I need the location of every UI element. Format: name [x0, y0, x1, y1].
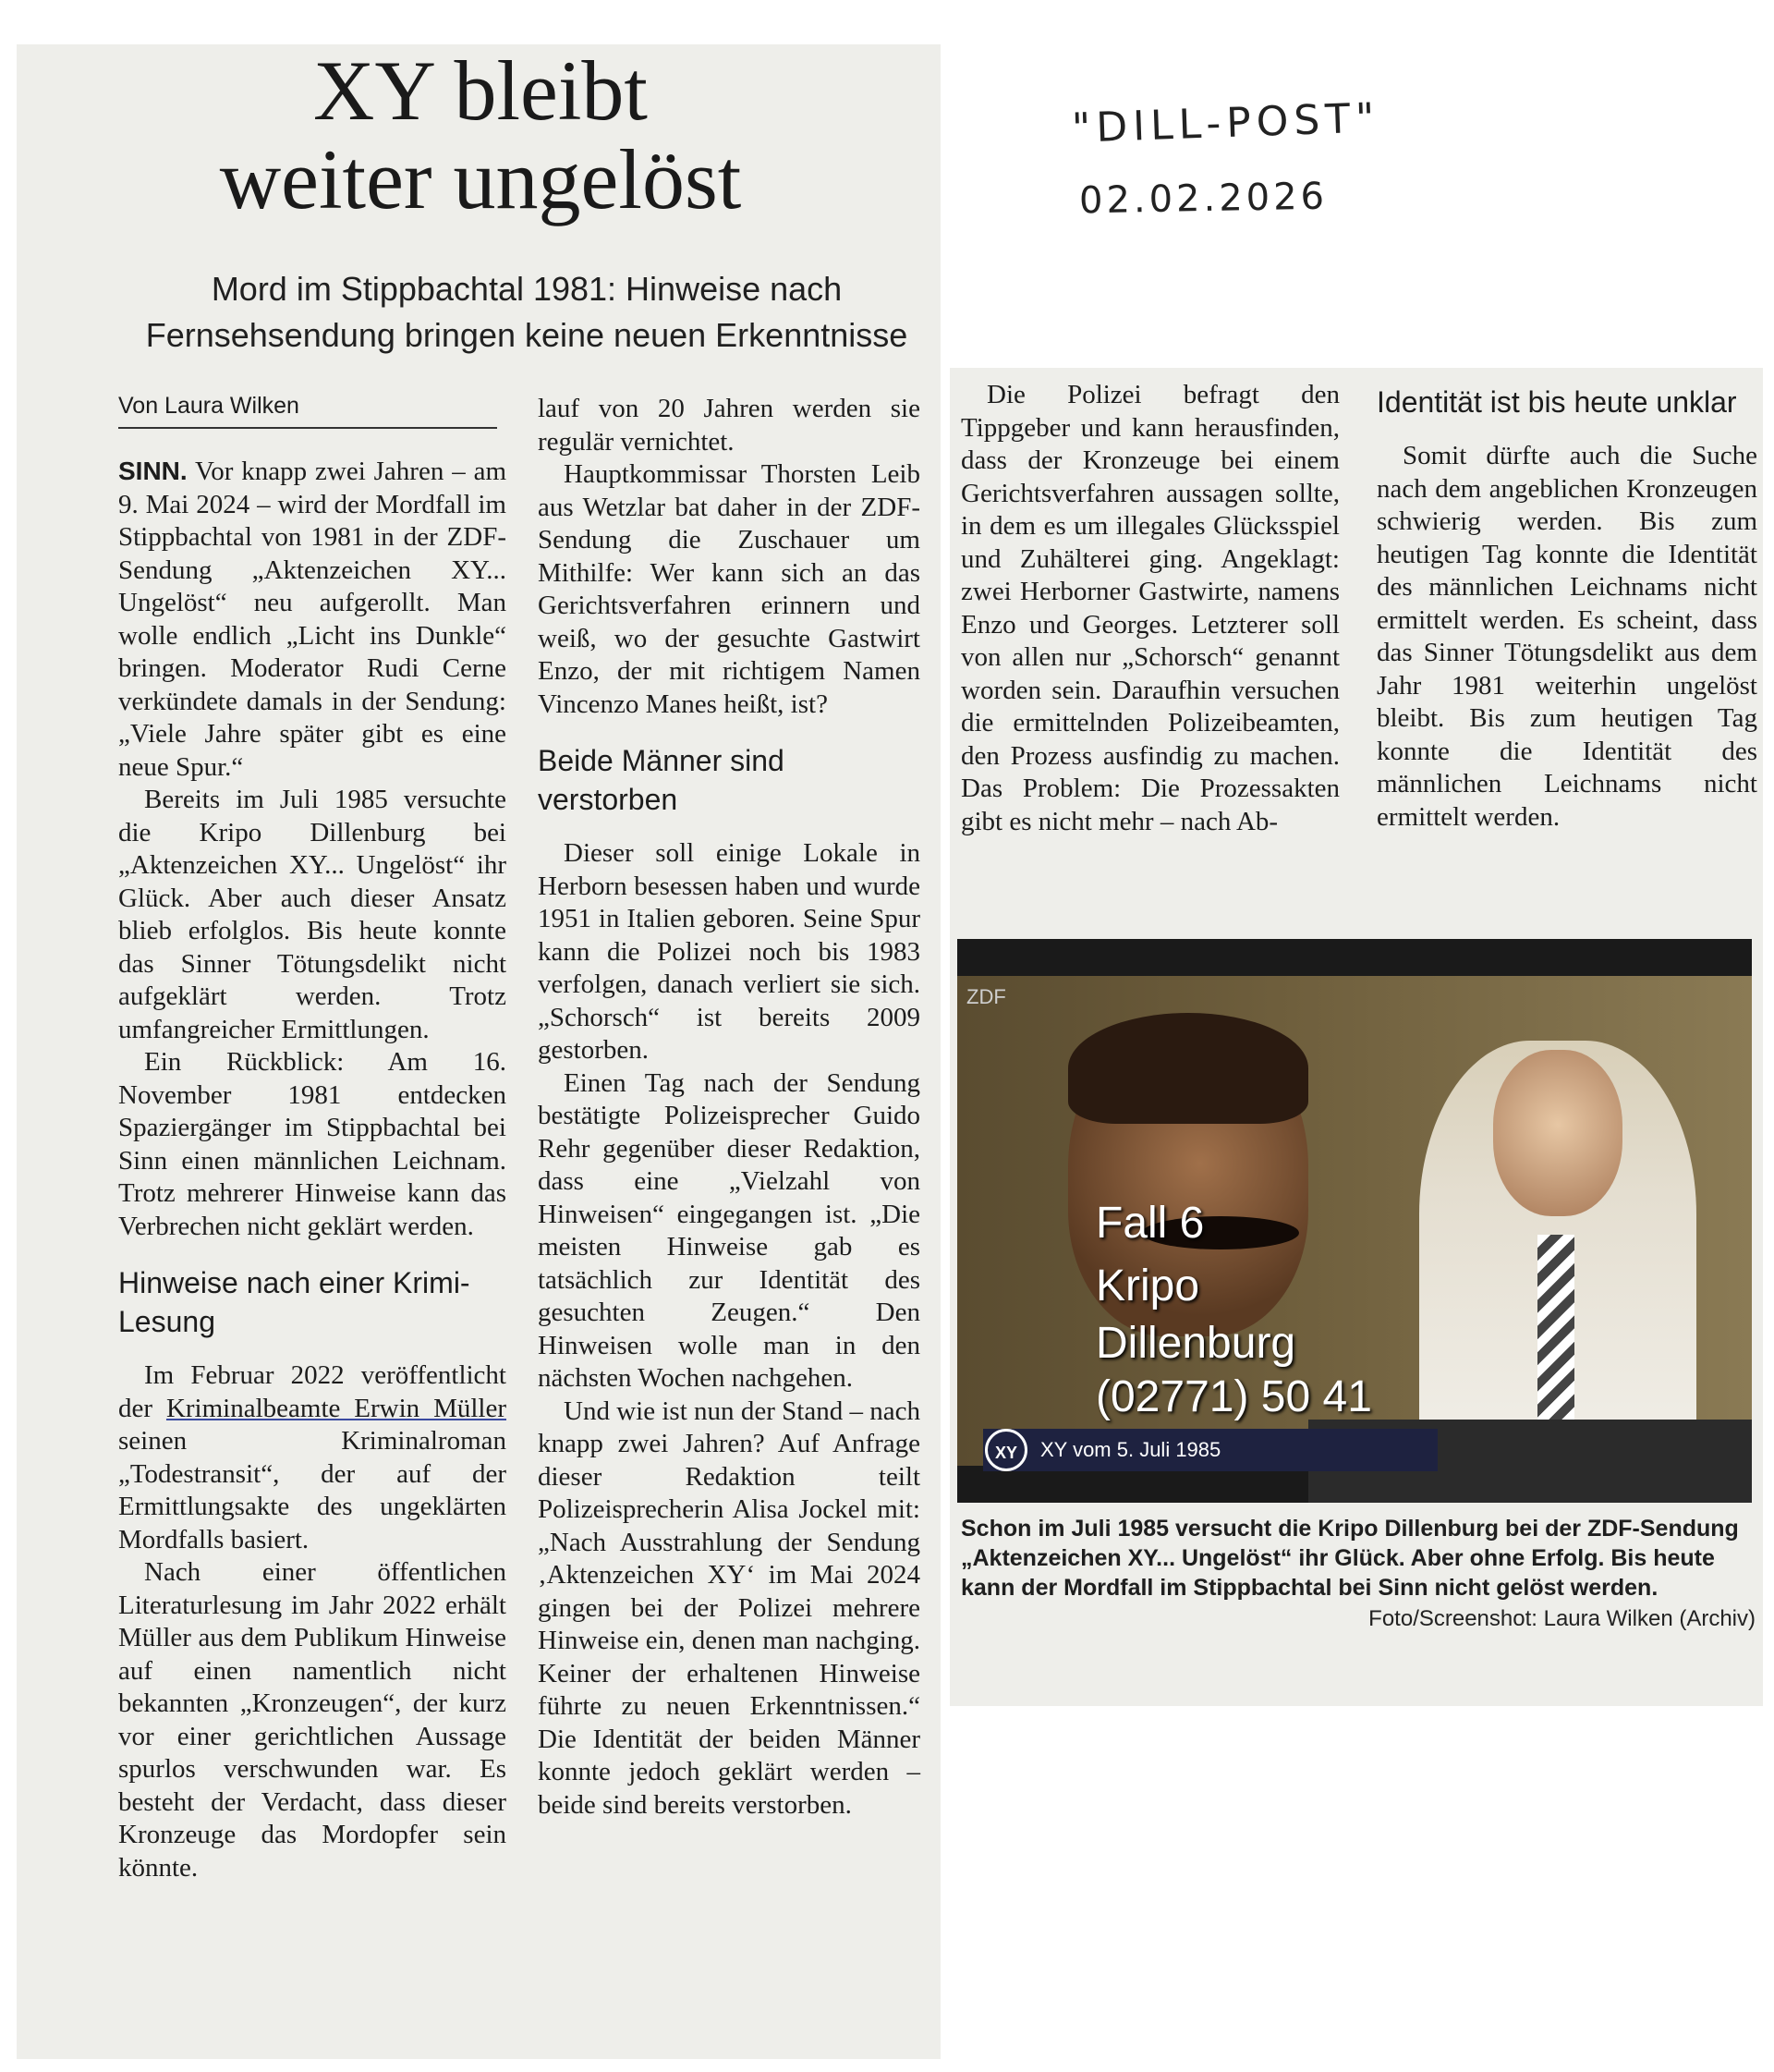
- overlay-agency: Kripo: [1096, 1261, 1200, 1310]
- channel-logo: ZDF: [966, 985, 1006, 1008]
- photo-credit: Foto/Screenshot: Laura Wilken (Archiv): [1368, 1606, 1756, 1631]
- paragraph: Die Polizei befragt den Tippgeber und kann herausfinden, dass der Kronzeuge bei einem Gerichtsverfahren aussagen sollte, in dem es um illegales Glücksspiel und Zuhälterei ging. Angeklagt: zwei Herborner Gastwirte, namens Enzo und Georges. Letzterer soll von allen nur „Schorsch“ genannt worden sein. Daraufhin versuchen die ermittelnden Polizeibeamten, den Prozess ausfindig zu machen. Das Problem: Die Prozessakten gibt es nicht mehr – nach Ab-: [961, 380, 1340, 836]
- column-4: [1377, 379, 1757, 834]
- column-1: [118, 455, 506, 1884]
- presenter-tie: [1537, 1235, 1574, 1420]
- paragraph: Einen Tag nach der Sendung bestätigte Polizeisprecher Guido Rehr gegenüber dieser Redaktion, dass eine „Vielzahl von Hinweisen“ eingegangen ist. „Die meisten Hinweise gab es tatsächlich zur Identität des gesuchten Zeugen.“ Den Hinweisen wolle man in den nächsten Wochen nachgehen.: [538, 1067, 920, 1393]
- column-2: [538, 393, 920, 1822]
- bust-hair: [1068, 1013, 1308, 1124]
- pen-underline: Kriminalbeamte Erwin Müller: [165, 1393, 507, 1423]
- paragraph: lauf von 20 Jahren werden sie regulär vernichtet.: [538, 394, 920, 457]
- handwritten-date: 02.02.2026: [1078, 175, 1329, 223]
- headline-line-1: XY bleibt: [313, 43, 648, 138]
- paragraph: [118, 1359, 506, 1556]
- column-3: [961, 379, 1340, 838]
- paragraph: [118, 455, 506, 784]
- paragraph: Nach einer öffentlichen Literaturlesung im Jahr 2022 erhält Müller aus dem Publikum Hinweise auf einen namentlich nicht bekannten „Kronzeugen“, der kurz vor einer gerichtlichen Aussage spurlos verschwunden war. Es besteht der Verdacht, dass dieser Kronzeuge das Mordopfer sein könnte.: [118, 1557, 506, 1883]
- paragraph-text: seinen Kriminalroman „Todestransit“, der auf der Ermittlungsakte des ungeklärten Mordfalls basiert.: [118, 1426, 506, 1554]
- overlay-phone: (02771) 50 41: [1096, 1372, 1372, 1421]
- overlay-city: Dillenburg: [1096, 1319, 1296, 1368]
- xy-logo-icon: XY: [985, 1429, 1027, 1471]
- paragraph: Somit dürfte auch die Suche nach dem angeblichen Kronzeugen schwierig werden. Bis zum heutigen Tag konnte die Identität des männlichen Leichnams nicht ermittelt werden. Es scheint, dass das Sinner Tötungsdelikt aus dem Jahr 1981 weiterhin ungelöst bleibt. Bis zum heutigen Tag konnte die Identität des männlichen Leichnams nicht ermittelt werden.: [1377, 441, 1757, 832]
- paragraph: Ein Rückblick: Am 16. November 1981 entdecken Spaziergänger im Stippbachtal bei Sinn einen männlichen Leichnam. Trotz mehrerer Hinweise kann das Verbrechen nicht geklärt werden.: [118, 1047, 506, 1241]
- headline-line-2: weiter ungelöst: [219, 132, 742, 226]
- subheading: Beide Männer sind verstorben: [538, 744, 784, 816]
- subheadline-line-1: Mord im Stippbachtal 1981: Hinweise nach: [211, 270, 843, 308]
- subheading: Identität ist bis heute unklar: [1377, 385, 1737, 419]
- paragraph: Hauptkommissar Thorsten Leib aus Wetzlar bat daher in der ZDF-Sendung die Zuschauer um Mithilfe: Wer kann sich an das Gerichtsverfahren erinnern und weiß, wo der gesuchte Gastwirt Enzo, der mit richtigem Namen Vincenzo Manes heißt, ist?: [538, 459, 920, 719]
- handwritten-source: "DILL-POST": [1071, 94, 1381, 152]
- paragraph: Dieser soll einige Lokale in Herborn besessen haben und wurde 1951 in Italien geboren. Seine Spur kann die Polizei noch bis 1983 verfolgen, danach verliert sie sich. „Schorsch“ ist bereits 2009 gestorben.: [538, 838, 920, 1065]
- presenter-face: [1493, 1050, 1622, 1216]
- paragraph-text: Im Februar 2022 veröffentlicht der: [118, 1360, 506, 1423]
- photo-caption: Schon im Juli 1985 versucht die Kripo Dillenburg bei der ZDF-Sendung „Aktenzeichen XY... Ungelöst“ ihr Glück. Aber ohne Erfolg. Bis heute kann der Mordfall im Stippbachtal bei Sinn nicht gelöst werden.: [961, 1516, 1739, 1601]
- broadcast-banner: XY vom 5. Juli 1985: [983, 1429, 1438, 1471]
- paragraph-text: Vor knapp zwei Jahren – am 9. Mai 2024 – wird der Mordfall im Stippbachtal von 1981 in der ZDF-Sendung „Aktenzeichen XY... Ungelöst“ neu aufgerollt. Man wolle endlich „Licht ins Dunkle“ bringen. Moderator Rudi Cerne verkündete damals in der Sendung: „Viele Jahre später gibt es eine neue Spur.“: [118, 457, 507, 782]
- subheadline: [120, 266, 933, 359]
- byline: Von Laura Wilken: [118, 393, 497, 429]
- tv-screenshot-photo: [957, 939, 1752, 1503]
- dateline: SINN.: [118, 457, 188, 485]
- paragraph: Und wie ist nun der Stand – nach knapp zwei Jahren? Auf Anfrage dieser Redaktion teilt Polizeisprecherin Alisa Jockel mit: „Nach Ausstrahlung der Sendung ‚Aktenzeichen XY‘ im Mai 2024 gingen bei der Polizei mehrere Hinweise ein, denen man nachging. Keiner der erhaltenen Hinweise führte zu neuen Erkenntnissen.“ Die Identität der beiden Männer konnte jedoch geklärt werden – beide sind bereits verstorben.: [538, 1396, 920, 1820]
- paragraph: Bereits im Juli 1985 versuchte die Kripo Dillenburg bei „Aktenzeichen XY... Ungelöst“ ihr Glück. Aber auch dieser Ansatz blieb erfolglos. Bis heute konnte das Sinner Tötungsdelikt nicht aufgeklärt werden. Trotz umfangreicher Ermittlungen.: [118, 785, 506, 1044]
- subheading: Hinweise nach einer Krimi-Lesung: [118, 1266, 470, 1338]
- subheadline-line-2: Fernsehsendung bringen keine neuen Erkenntnisse: [145, 316, 908, 354]
- headline: [111, 43, 850, 226]
- overlay-case-number: Fall 6: [1096, 1199, 1205, 1248]
